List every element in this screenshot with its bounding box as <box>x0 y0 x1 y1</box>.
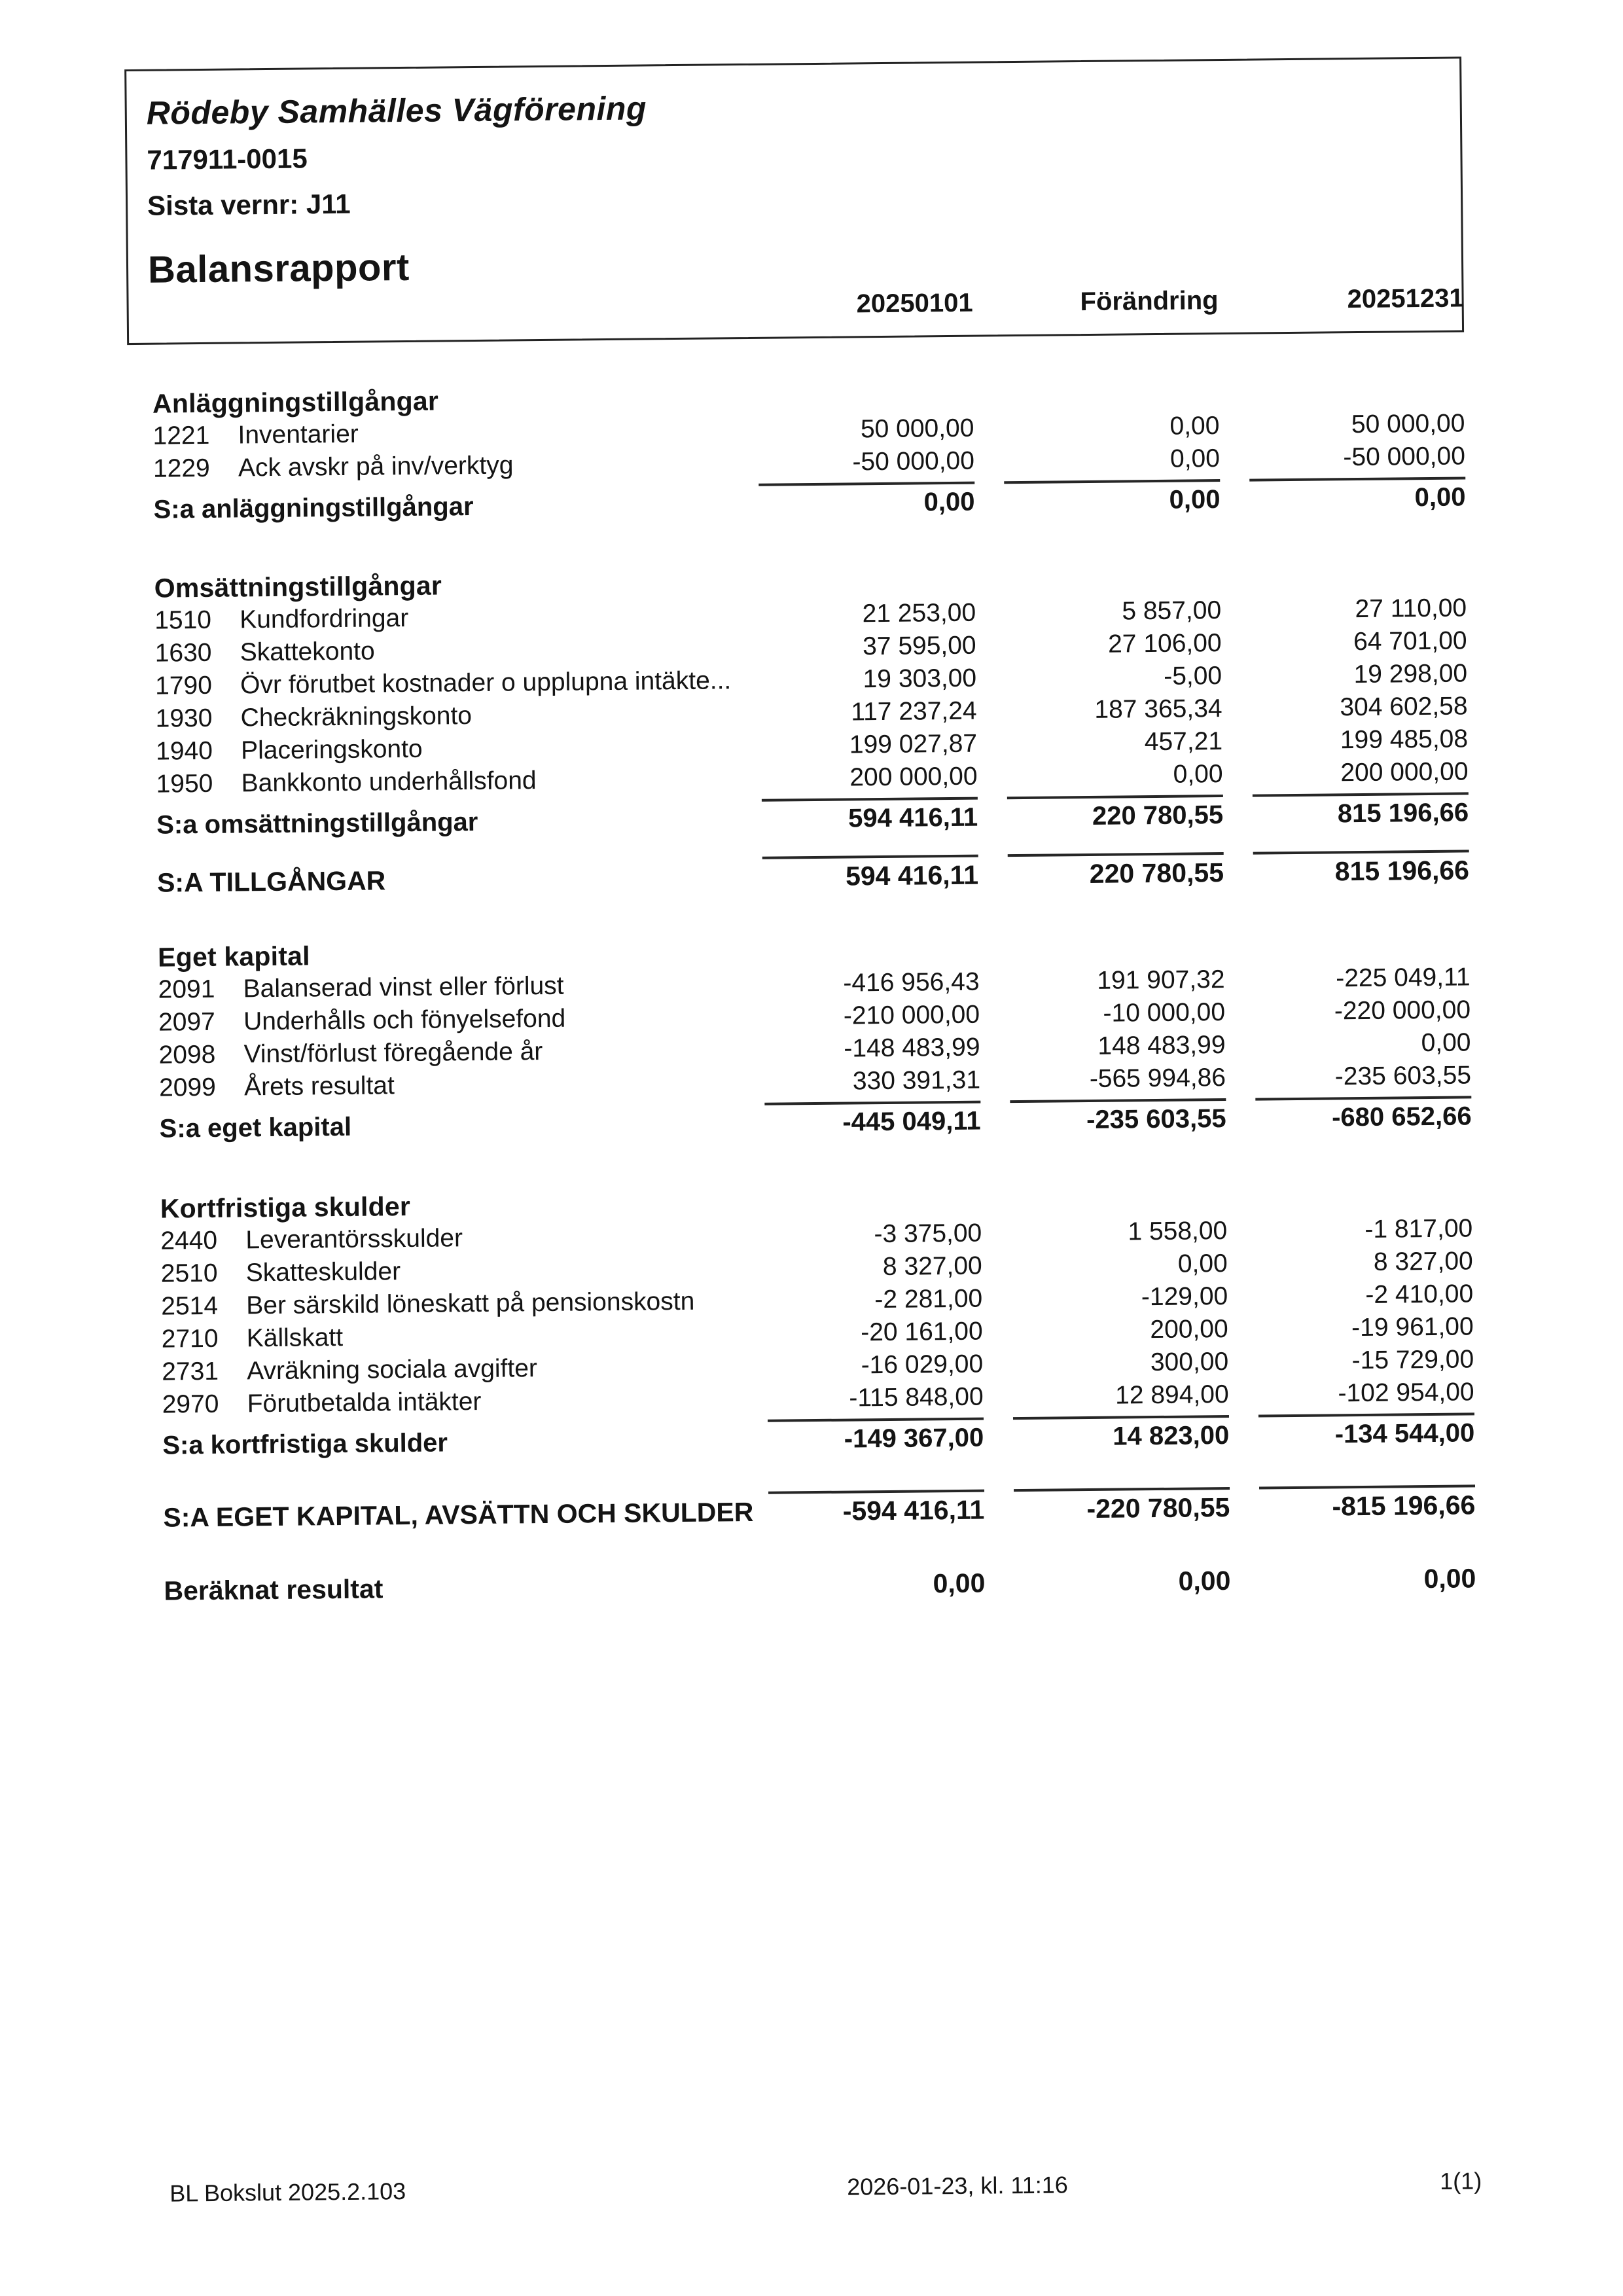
account-name: Checkräkningskonto <box>240 702 473 732</box>
sum-value-cell: 0,00 <box>923 487 975 517</box>
section-sum-label: S:a eget kapital <box>159 1112 352 1143</box>
section-1 <box>154 559 1469 842</box>
account-name: Inventarier <box>238 420 359 450</box>
section-heading: Omsättningstillgångar <box>154 570 442 603</box>
value-cell: -129,00 <box>1141 1282 1228 1312</box>
column-header-change: Förändring <box>1080 286 1219 317</box>
account-number: 2731 <box>162 1357 219 1386</box>
value-cell: -10 000,00 <box>1103 998 1226 1028</box>
value-cell: -220 000,00 <box>1334 996 1471 1026</box>
value-cell: 0,00 <box>1421 1028 1471 1058</box>
account-number: 2097 <box>158 1007 216 1037</box>
account-number: 1940 <box>155 736 213 766</box>
value-cell: -102 954,00 <box>1338 1378 1474 1408</box>
section-3 <box>160 1179 1475 1463</box>
section-0 <box>152 374 1466 527</box>
grand-total-row <box>164 1560 1476 1608</box>
value-cell: 457,21 <box>1144 727 1223 757</box>
value-cell: -15 729,00 <box>1351 1345 1474 1375</box>
section-sum-label: S:a kortfristiga skulder <box>162 1428 448 1460</box>
footer-page-number: 1(1) <box>1439 2167 1482 2195</box>
value-cell: 187 365,34 <box>1094 694 1222 724</box>
value-cell: 50 000,00 <box>860 414 974 444</box>
account-number: 2099 <box>158 1073 217 1102</box>
value-cell: 5 857,00 <box>1122 596 1222 626</box>
value-cell: 8 327,00 <box>882 1251 982 1282</box>
value-cell: -16 029,00 <box>861 1350 984 1380</box>
value-cell: 64 701,00 <box>1353 626 1467 656</box>
account-name: Avräkning sociala avgifter <box>247 1354 538 1386</box>
value-cell: 50 000,00 <box>1351 409 1465 439</box>
value-cell: 1 558,00 <box>1128 1216 1228 1246</box>
section-sum-row <box>156 795 1469 842</box>
value-cell: -20 161,00 <box>861 1317 983 1347</box>
account-number: 1510 <box>154 605 212 635</box>
value-cell: 0,00 <box>1173 760 1223 789</box>
account-name: Skattekonto <box>240 637 375 667</box>
grand-total-value-cell: -594 416,11 <box>842 1494 985 1526</box>
value-cell: 117 237,24 <box>851 696 977 726</box>
value-cell: 148 483,99 <box>1097 1031 1226 1060</box>
value-cell: 12 894,00 <box>1115 1380 1229 1410</box>
grand-total-value-cell: 594 416,11 <box>845 859 979 891</box>
value-cell: 199 027,87 <box>849 729 978 759</box>
value-cell: -115 848,00 <box>849 1382 984 1412</box>
value-cell: 200 000,00 <box>1340 757 1469 787</box>
value-cell: -225 049,11 <box>1336 963 1471 993</box>
account-number: 2514 <box>161 1291 219 1321</box>
grand-total-label: S:A EGET KAPITAL, AVSÄTTN OCH SKULDER <box>163 1496 754 1533</box>
report-title: Balansrapport <box>147 245 410 291</box>
account-number: 2091 <box>158 975 215 1004</box>
account-name: Årets resultat <box>243 1071 395 1102</box>
column-header-spacer <box>152 314 757 319</box>
value-cell: -210 000,00 <box>843 1000 980 1030</box>
section-2 <box>158 928 1472 1146</box>
value-cell: 300,00 <box>1150 1347 1229 1377</box>
report-body <box>152 334 1476 1608</box>
total-block-0 <box>157 850 1469 900</box>
value-cell: 19 303,00 <box>863 664 977 694</box>
value-cell: 199 485,08 <box>1340 725 1469 755</box>
last-verification-number: Sista vernr: J11 <box>147 188 351 221</box>
value-cell: 330 391,31 <box>852 1066 981 1096</box>
account-number: 1930 <box>155 704 213 733</box>
value-cell: 200,00 <box>1150 1314 1228 1344</box>
sum-value-cell: -680 652,66 <box>1331 1102 1472 1132</box>
value-cell: -50 000,00 <box>1343 442 1466 472</box>
value-cell: 304 602,58 <box>1340 692 1468 722</box>
section-sum-row <box>162 1415 1474 1463</box>
org-number: 717911-0015 <box>147 143 308 175</box>
account-name: Ack avskr på inv/verktyg <box>238 451 514 482</box>
account-name: Placeringskonto <box>240 734 423 765</box>
account-number: 2440 <box>160 1226 218 1255</box>
account-name: Övr förutbet kostnader o upplupna intäkte... <box>240 666 732 700</box>
account-number: 2510 <box>160 1259 218 1288</box>
value-cell: 27 110,00 <box>1355 594 1467 624</box>
grand-total-row <box>163 1487 1475 1535</box>
value-cell: -565 994,86 <box>1089 1064 1226 1093</box>
grand-total-value-cell: 0,00 <box>1423 1563 1476 1594</box>
grand-total-value-cell: -220 780,55 <box>1086 1492 1230 1524</box>
account-number: 1229 <box>152 454 210 483</box>
grand-total-value-cell: 0,00 <box>1178 1565 1231 1596</box>
value-cell: -19 961,00 <box>1351 1312 1474 1342</box>
account-name: Balanserad vinst eller förlust <box>243 971 564 1003</box>
sum-value-cell: 220 780,55 <box>1092 800 1224 831</box>
value-cell: -2 410,00 <box>1365 1280 1474 1309</box>
account-name: Leverantörsskulder <box>245 1224 463 1255</box>
value-cell: 191 907,32 <box>1097 965 1225 995</box>
value-cell: -5,00 <box>1164 662 1222 691</box>
header-box-inner <box>127 82 1462 292</box>
sum-value-cell: 0,00 <box>1414 482 1466 512</box>
account-number: 1950 <box>156 769 213 798</box>
account-number: 2098 <box>158 1040 216 1069</box>
value-cell: 0,00 <box>1177 1249 1228 1278</box>
section-sum-label: S:a anläggningstillgångar <box>153 492 474 524</box>
grand-total-label: Beräknat resultat <box>164 1573 383 1606</box>
value-cell: -416 956,43 <box>843 967 980 997</box>
account-name: Förutbetalda intäkter <box>247 1387 482 1418</box>
account-name: Bankkonto underhållsfond <box>241 766 537 798</box>
value-cell: -3 375,00 <box>874 1219 982 1249</box>
value-cell: -235 603,55 <box>1334 1061 1472 1091</box>
total-block-1 <box>163 1484 1475 1535</box>
section-heading: Eget kapital <box>157 941 310 973</box>
grand-total-value-cell: 220 780,55 <box>1089 857 1224 889</box>
sum-value-cell: 0,00 <box>1169 485 1221 514</box>
sum-value-cell: 594 416,11 <box>847 802 978 833</box>
footer-program-version: BL Bokslut 2025.2.103 <box>169 2178 406 2207</box>
grand-total-value-cell: 0,00 <box>933 1568 986 1599</box>
value-cell: 19 298,00 <box>1353 659 1468 689</box>
total-block-2 <box>164 1560 1476 1608</box>
grand-total-label: S:A TILLGÅNGAR <box>156 865 386 898</box>
sum-value-cell: -134 544,00 <box>1334 1418 1475 1449</box>
account-name: Vinst/förlust föregående år <box>243 1037 543 1069</box>
section-heading: Kortfristiga skulder <box>160 1191 411 1224</box>
section-heading: Anläggningstillgångar <box>152 386 439 419</box>
account-number: 1221 <box>152 421 210 450</box>
sum-value-cell: 815 196,66 <box>1337 798 1469 829</box>
account-name: Ber särskild löneskatt på pensionskostn <box>246 1287 695 1320</box>
page-footer <box>169 2166 1482 2207</box>
column-header-closing-date: 20251231 <box>1347 283 1464 314</box>
footer-print-datetime: 2026-01-23, kl. 11:16 <box>847 2171 1069 2200</box>
grand-total-row <box>157 852 1469 900</box>
value-cell: -1 817,00 <box>1364 1214 1473 1244</box>
account-name: Underhålls och fönyelsefond <box>243 1004 566 1036</box>
company-name: Rödeby Samhälles Vägförening <box>146 90 647 132</box>
value-cell: 0,00 <box>1169 444 1221 473</box>
sum-value-cell: -235 603,55 <box>1086 1104 1226 1135</box>
grand-total-value-cell: 815 196,66 <box>1334 855 1470 887</box>
sum-value-cell: 14 823,00 <box>1113 1420 1230 1451</box>
account-number: 2710 <box>161 1324 219 1354</box>
value-cell: 200 000,00 <box>849 762 978 792</box>
value-cell: 8 327,00 <box>1373 1247 1473 1276</box>
value-cell: -50 000,00 <box>852 446 975 476</box>
section-sum-row <box>159 1098 1471 1146</box>
sum-value-cell: -445 049,11 <box>842 1106 981 1137</box>
sum-value-cell: -149 367,00 <box>844 1423 984 1454</box>
grand-total-value-cell: -815 196,66 <box>1332 1490 1476 1522</box>
account-name: Kundfordringar <box>240 603 409 634</box>
value-cell: 37 595,00 <box>862 631 976 661</box>
value-cell: 21 253,00 <box>862 598 976 628</box>
account-number: 1790 <box>154 671 213 700</box>
account-number: 1630 <box>154 638 212 668</box>
value-cell: 27 106,00 <box>1107 629 1222 658</box>
account-number: 2970 <box>162 1390 219 1419</box>
section-sum-row <box>153 479 1465 527</box>
account-name: Källskatt <box>246 1323 344 1353</box>
account-name: Skatteskulder <box>245 1257 401 1287</box>
value-cell: -2 281,00 <box>874 1284 983 1314</box>
value-cell: -148 483,99 <box>844 1033 980 1063</box>
value-cell: 0,00 <box>1169 412 1220 440</box>
section-sum-label: S:a omsättningstillgångar <box>156 807 478 840</box>
column-header-opening-date: 20250101 <box>856 288 973 319</box>
